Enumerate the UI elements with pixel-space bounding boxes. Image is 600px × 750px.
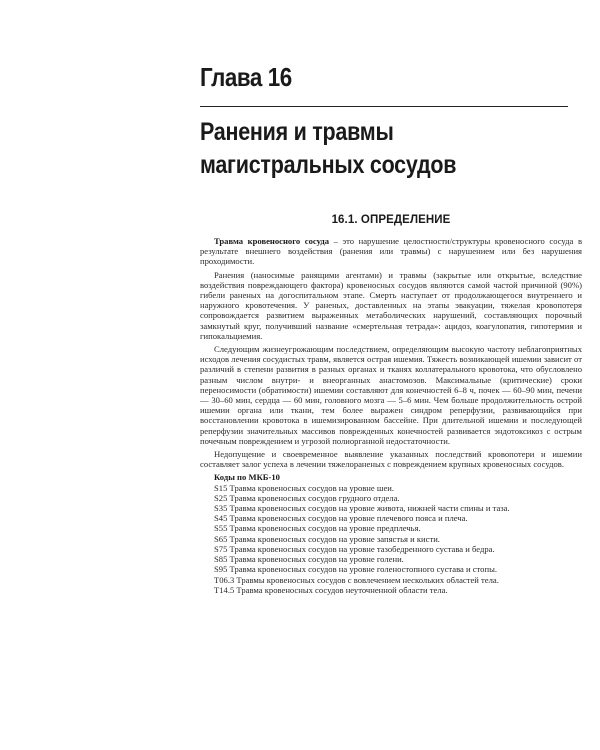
icd-codes-heading: Коды по МКБ-10	[214, 472, 280, 483]
chapter-label: Глава 16	[200, 62, 292, 92]
paragraph-text: Ранения (наносимые ранящими агентами) и травмы (закрытые или открытые, вследствие воздействия повреждающего фактора) кровеносных сосудов являются самой частой причиной (90%) гибели раненых на догоспитальном этапе. Смерть наступает от продолжающегося внутреннего и наружного кровотечения. У раненых, доставленных на этапы эвакуации, тяжелая кровопотеря сопровождается развитием выраженных метаболических нарушений, составляющих порочный замкнутый круг, получивший название «смертельная тетрада»: ацидоз, коагулопатия, гипотермия и гипокальциемия.	[200, 269, 582, 341]
paragraph-text: Следующим жизнеугрожающим последствием, определяющим высокую частоту неблагоприятных исходов лечения сосудистых травм, является острая ишемия. Тяжесть возникающей ишемии зависит от различий в степени развития в разных органах и тканях коллатерального кровотока, что обусловлено разным числом внутри- и внеорганных анастомозов. Максимальные (критические) сроки переносимости (обратимости) ишемии составляют для конечностей 6–8 ч, почек — 60–90 мин, печени — 30–60 мин, сердца — 60 мин, головного мозга — 5–6 мин. Чем больше продолжительность острой ишемии органа или ткани, тем более выражен синдром реперфузии, развивающийся при восстановлении кровотока в ишемизированном бассейне. При длительной ишемии и последующей реперфузии значительных массивов поврежденных конечностей развивается эндотоксикоз с острым почечным повреждением и угрозой полиорганной недостаточности.	[200, 344, 582, 446]
paragraph-text: – это нарушение целостности/структуры кровеносного сосуда в результате внешнего воздействия (ранения или травмы) с нарушением или без нарушения проходимости.	[200, 236, 582, 267]
icd-code-item: S25 Травма кровеносных сосудов грудного отдела.	[214, 492, 400, 503]
icd-code-item: S35 Травма кровеносных сосудов на уровне живота, нижней части спины и таза.	[214, 503, 510, 514]
chapter-title-line: магистральных сосудов	[200, 151, 457, 179]
icd-code-item: S55 Травма кровеносных сосудов на уровне предплечья.	[214, 523, 421, 534]
paragraph	[200, 270, 582, 341]
icd-code-item: S85 Травма кровеносных сосудов на уровне голени.	[214, 554, 404, 565]
icd-code-item: T06.3 Травмы кровеносных сосудов с вовлечением нескольких областей тела.	[214, 574, 499, 585]
section-heading: 16.1. ОПРЕДЕЛЕНИЕ	[331, 214, 451, 226]
icd-code-item: T14.5 Травма кровеносных сосудов неуточненной области тела.	[214, 584, 448, 595]
icd-code-item: S15 Травма кровеносных сосудов на уровне шеи.	[214, 482, 395, 493]
chapter-title	[200, 116, 456, 182]
body-text	[200, 236, 582, 595]
chapter-divider	[200, 106, 568, 107]
paragraph	[200, 344, 582, 446]
icd-code-list	[200, 483, 582, 595]
paragraph-text: Недопущение и своевременное выявление указанных последствий кровопотери и ишемии составляет залог успеха в лечении тяжелораненых с повреждением крупных кровеносных сосудов.	[200, 449, 582, 470]
paragraph	[200, 236, 582, 267]
defined-term: Травма кровеносного сосуда	[214, 236, 329, 246]
paragraph	[200, 449, 582, 469]
chapter-title-line: Ранения и травмы	[200, 118, 394, 146]
icd-code-item: S95 Травма кровеносных сосудов на уровне голеностопного сустава и стопы.	[214, 564, 497, 575]
icd-code-item: S65 Травма кровеносных сосудов на уровне запястья и кисти.	[214, 533, 440, 544]
icd-code-item: S75 Травма кровеносных сосудов на уровне тазобедренного сустава и бедра.	[214, 543, 495, 554]
icd-code-item: S45 Травма кровеносных сосудов на уровне плечевого пояса и плеча.	[214, 513, 468, 524]
